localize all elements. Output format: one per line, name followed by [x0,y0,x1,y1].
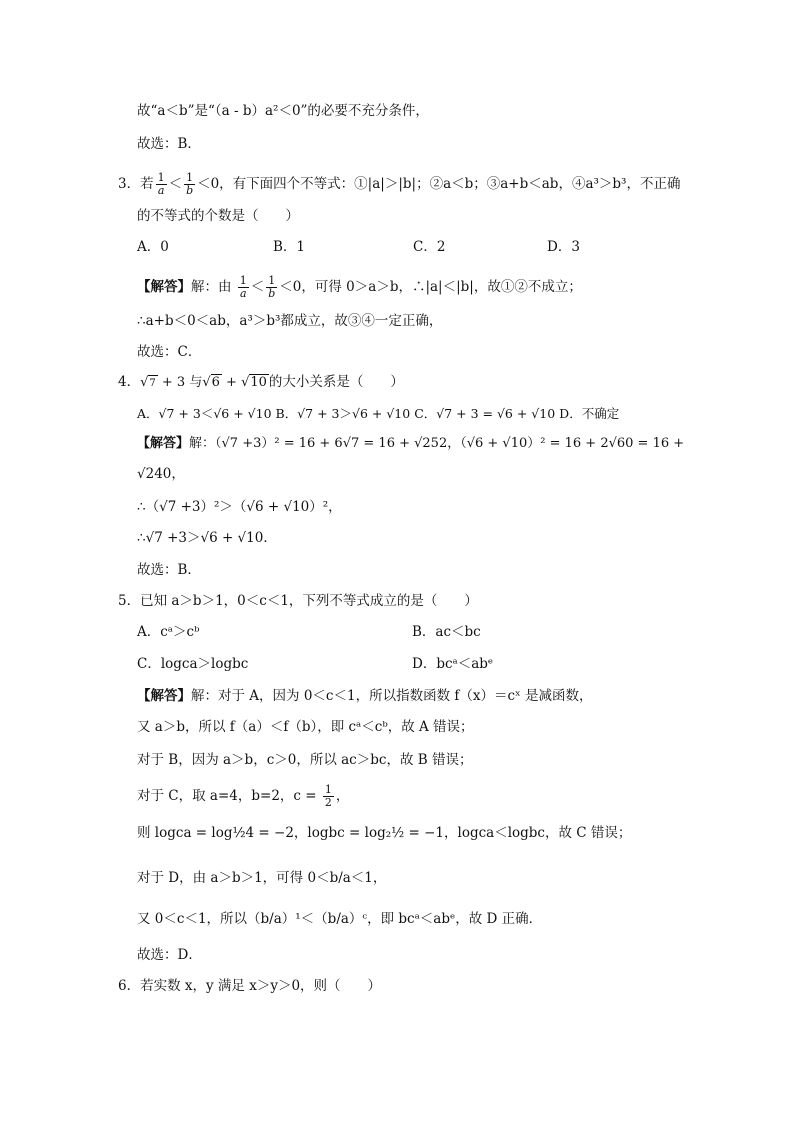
answer-line: ∴（√7 +3）²＞（√6 + √10）²， [137,499,342,515]
answer-line: 对于 D，由 a＞b＞1，可得 0＜b/a＜1， [137,870,387,886]
answer-tag: 【解答】 [137,279,191,295]
answer-line: 故选：C． [137,344,202,360]
answer-line: ∴√7 +3＞√6 + √10． [137,530,277,546]
fraction-1-over-b: $\frac{1}{b}$ [186,171,194,197]
answer-line: 对于 B，因为 a＞b，c＞0，所以 ac＞bc，故 B 错误； [137,752,473,768]
question-6: 6．若实数 x，y 满足 x＞y＞0，则（ ） [118,978,382,994]
answer-line: 则 logca = log½4 = −2，logbc = log₂½ = −1，logca＜logbc，故 C 错误； [137,825,632,841]
answer-tag: 【解答】 [137,688,191,704]
text-line: 的不等式的个数是（ ） [137,208,299,224]
fraction-1-over-2: $\frac{1}{2}$ [324,783,332,809]
text: 若 [140,176,154,192]
question-number: 4． [118,374,141,390]
text-line: 故选：B． [137,136,201,152]
text: 的大小关系是（ ） [268,374,404,390]
option-a: A．0 [137,239,169,255]
answer-line: ∴a+b＜0＜ab，a³＞b³都成立，故③④一定正确， [137,313,443,329]
options-row [137,404,619,424]
answer-line: 又 a＞b，所以 f（a）＜f（b），即 cᵃ＜cᵇ，故 A 错误； [137,719,474,735]
text: 解：由 [191,279,232,295]
answer-line [137,686,593,706]
answer-line: 【解答】解：由 $\frac{1}{a}$ ＜ $\frac{1}{b}$ ＜0，可得 0＞a＞b，∴|a|＜|b|，故①②不成立； [137,274,582,300]
question-number: 5． [118,593,141,609]
text-line: 故“a＜b”是“（a - b）a²＜0”的必要不充分条件， [137,103,429,119]
option-b: B．ac＜bc [412,624,481,640]
text: ＜0，可得 0＞a＞b，∴|a|＜|b|，故①②不成立； [279,279,582,295]
answer-line: √240， [137,466,185,482]
fraction-1-over-a: $\frac{1}{a}$ [239,274,247,300]
text: 对于 C，取 a=4，b=2，c = [137,788,317,804]
option-b: B．1 [273,239,306,255]
text: ＜0，有下面四个不等式：①|a|＞|b|；②a＜b；③a+b＜ab，④a³＞b³，不正确 [197,176,681,192]
answer-line: 又 0＜c＜1，所以（b/a）¹＜（b/a）ᶜ，即 bcᵃ＜abᵉ，故 D 正确． [137,911,543,927]
question-3: 3．若 $\frac{1}{a}$ ＜ $\frac{1}{b}$ ＜0，有下面四个不等式：①|a|＞|b|；②a＜b；③a+b＜ab，④a³＞b³，不正确 [118,171,681,197]
option-c: C．logca＞logbc [137,656,249,672]
option-c: C．2 [413,239,446,255]
text: 已知 a＞b＞1，0＜c＜1，下列不等式成立的是（ ） [140,593,478,609]
option-d: D．不确定 [559,406,620,421]
answer-line [137,434,684,454]
fraction-1-over-b: $\frac{1}{b}$ [268,274,276,300]
option-d: D．bcᵃ＜abᵉ [412,656,494,672]
option-d: D．3 [547,239,580,255]
option-c: C．√7 + 3 = √6 + √10 [414,406,556,421]
question-number: 3． [118,176,141,192]
answer-tag: 【解答】 [137,436,190,451]
option-a: A．cᵃ＞cᵇ [137,624,200,640]
text: 解：对于 A，因为 0＜c＜1，所以指数函数 f（x）＝cˣ 是减函数， [191,688,593,704]
fraction-1-over-a: $\frac{1}{a}$ [157,171,165,197]
text: 解：（√7 +3）² = 16 + 6√7 = 16 + √252，（√6 + √10）² = 16 + 2√60 = 16 + [189,436,685,451]
option-b: B．√7 + 3＞√6 + √10 [275,406,411,421]
answer-line: 故选：B． [137,562,201,578]
question-4: 4．√7 + 3 与√6 + √10 的大小关系是（ ） [118,374,404,390]
option-a: A．√7 + 3＜√6 + √10 [137,406,272,421]
answer-line: 故选：D． [137,947,202,963]
answer-line: 对于 C，取 a=4，b=2，c = $\frac{1}{2}$ ， [137,783,350,809]
question-5 [118,591,478,611]
